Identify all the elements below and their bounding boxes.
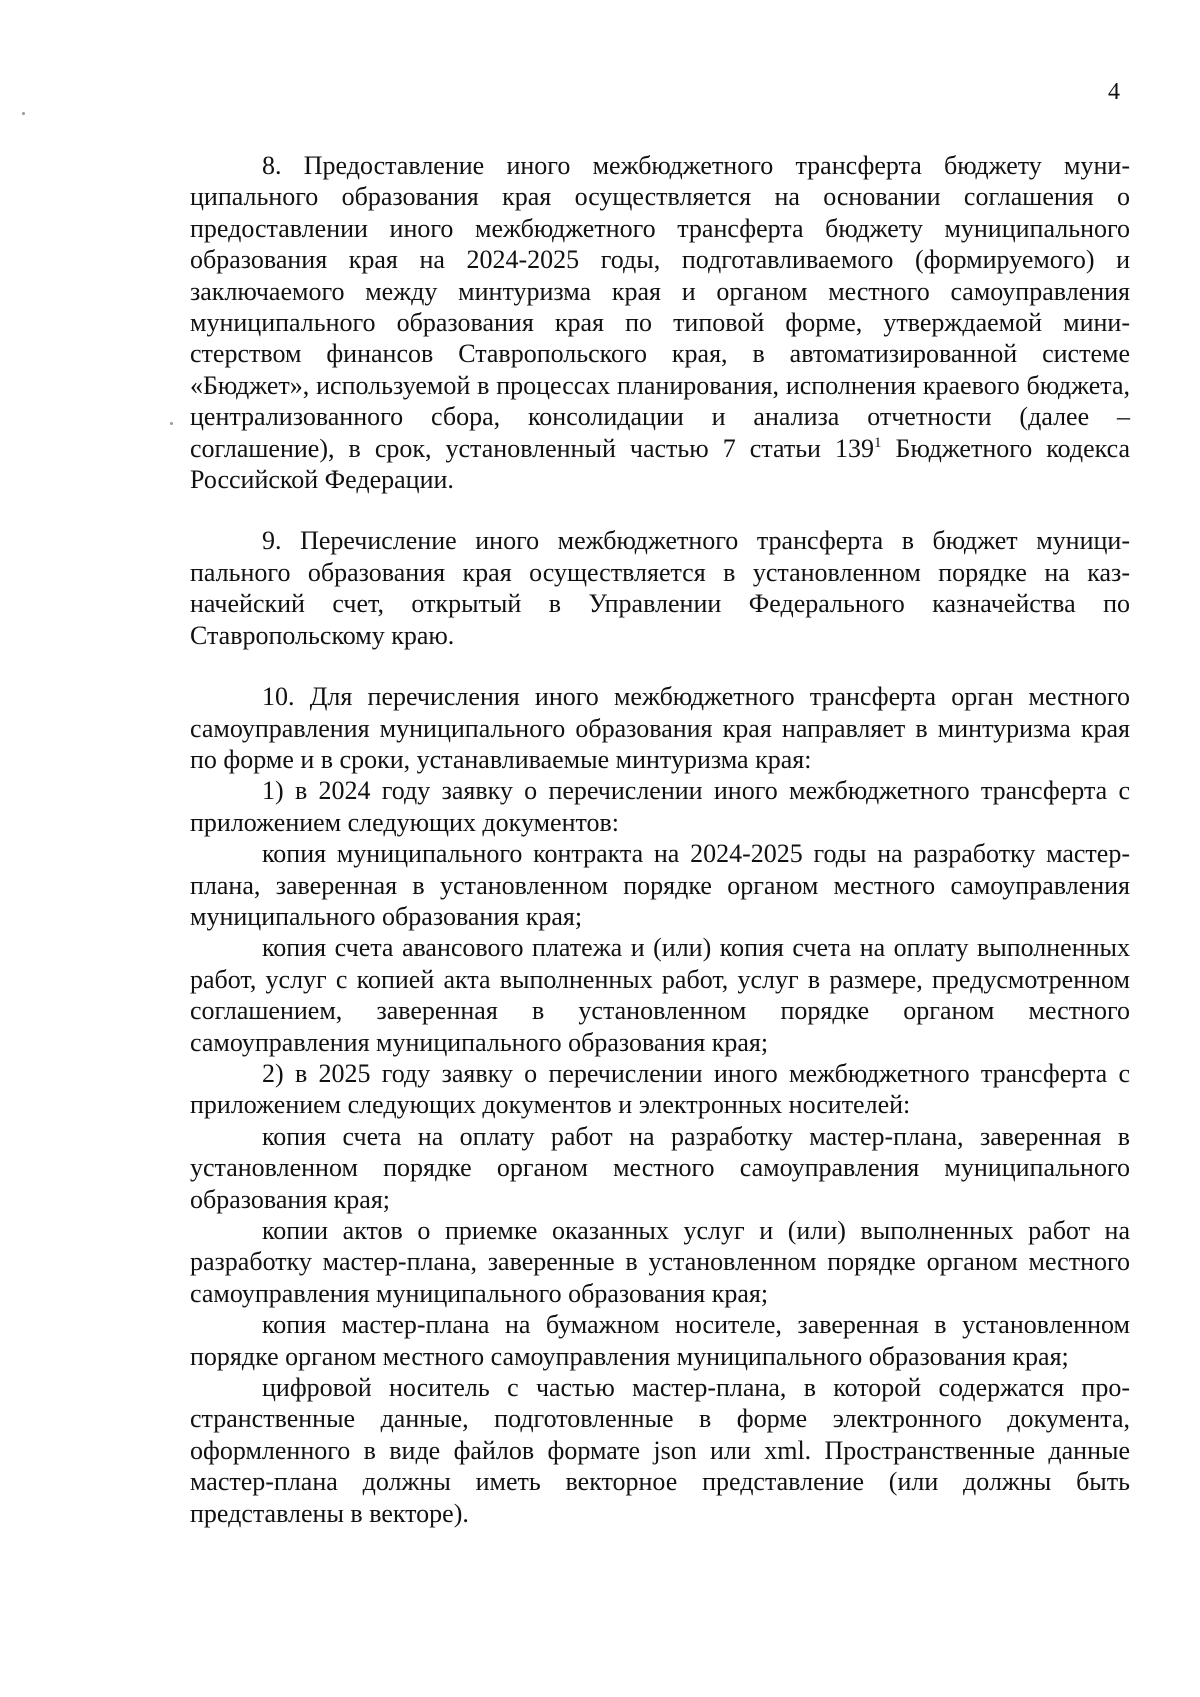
paragraph-10-item-2-doc-paper-plan: копия мастер-плана на бумажном носителе, заверенная в установленном порядке органом местного самоуправления муниципального образования края;	[190, 1310, 1130, 1371]
paragraph-10-item-2: 2) в 2025 году заявку о перечислении иного межбюджетного трансферта с приложением следующих документов и электронных носителей:	[190, 1058, 1130, 1120]
document-body	[190, 150, 1130, 1529]
paragraph-8-text: 8. Предоставление иного межбюджетного трансферта бюджету муниципального образования края осуществляется на основании соглашения о предоставлении иного межбюджетного трансферта бюджету муниципального образования края на 2024-2025 годы, подготавливаемого (формируемого) и заключаемого между минтуризма края и органом местного самоуправления муниципального образования края по типовой форме, утверждаемой министерством финансов Ставропольского края, в автоматизированной системе «Бюджет», используемой в процессах планирования, исполнения краевого бюджета, централизованного сбора, консолидации и анализа отчетности (далее – соглашение), в срок, установленный частью 7 статьи 139	[190, 151, 1130, 463]
article-superscript: 1	[874, 434, 882, 451]
paragraph-10-item-1-doc-contract: копия муниципального контракта на 2024-2025 годы на разработку мастер-плана, заверенная в установленном порядке органом местного самоуправления муниципального образования края;	[190, 839, 1130, 931]
scan-artifact-dot	[170, 422, 173, 425]
paragraph-10-item-1-doc-invoice: копия счета авансового платежа и (или) копия счета на оплату выполненных работ, услуг с копией акта выполненных работ, услуг в размере, предусмотренном соглашением, заверенная в установленном порядке органом местного самоуправления муниципального образования края;	[190, 933, 1130, 1057]
paragraph-10-item-2-doc-digital-media: цифровой носитель с частью мастер-плана, в которой содержатся пространственные данные, подготовленные в форме электронного документа, оформленного в виде файлов формате json или xml. Пространственные данные мастер-плана должны иметь векторное представление (или должны быть представлены в векторе).	[190, 1373, 1130, 1528]
paragraph-10: 10. Для перечисления иного межбюджетного трансферта орган местного самоуправления муниципального образования края направляет в минтуризма края по форме и в сроки, устанавливаемые минтуризма края:	[190, 682, 1130, 774]
paragraph-8	[190, 150, 1130, 495]
paragraph-10-item-2-doc-invoice: копия счета на оплату работ на разработку мастер-плана, заверенная в установленном порядке органом местного самоуправления муниципального образования края;	[190, 1121, 1130, 1214]
paragraph-10-item-2-doc-acts: копии актов о приемке оказанных услуг и (или) выполненных работ на разработку мастер-плана, заверенные в установленном порядке органом местного самоуправления муниципального образования края;	[190, 1216, 1130, 1308]
paragraph-8-text-end: Бюджетного кодекса Российской Федерации.	[190, 433, 1130, 495]
page-number: 4	[1108, 79, 1120, 105]
paragraph-9: 9. Перечисление иного межбюджетного трансферта в бюджет муниципального образования края осуществляется в установленном порядке на казначейский счет, открытый в Управлении Федерального казначейства по Ставропольскому краю.	[190, 526, 1130, 650]
scan-artifact-dot	[22, 112, 25, 115]
paragraph-10-item-1: 1) в 2024 году заявку о перечислении иного межбюджетного трансферта с приложением следующих документов:	[190, 776, 1130, 837]
